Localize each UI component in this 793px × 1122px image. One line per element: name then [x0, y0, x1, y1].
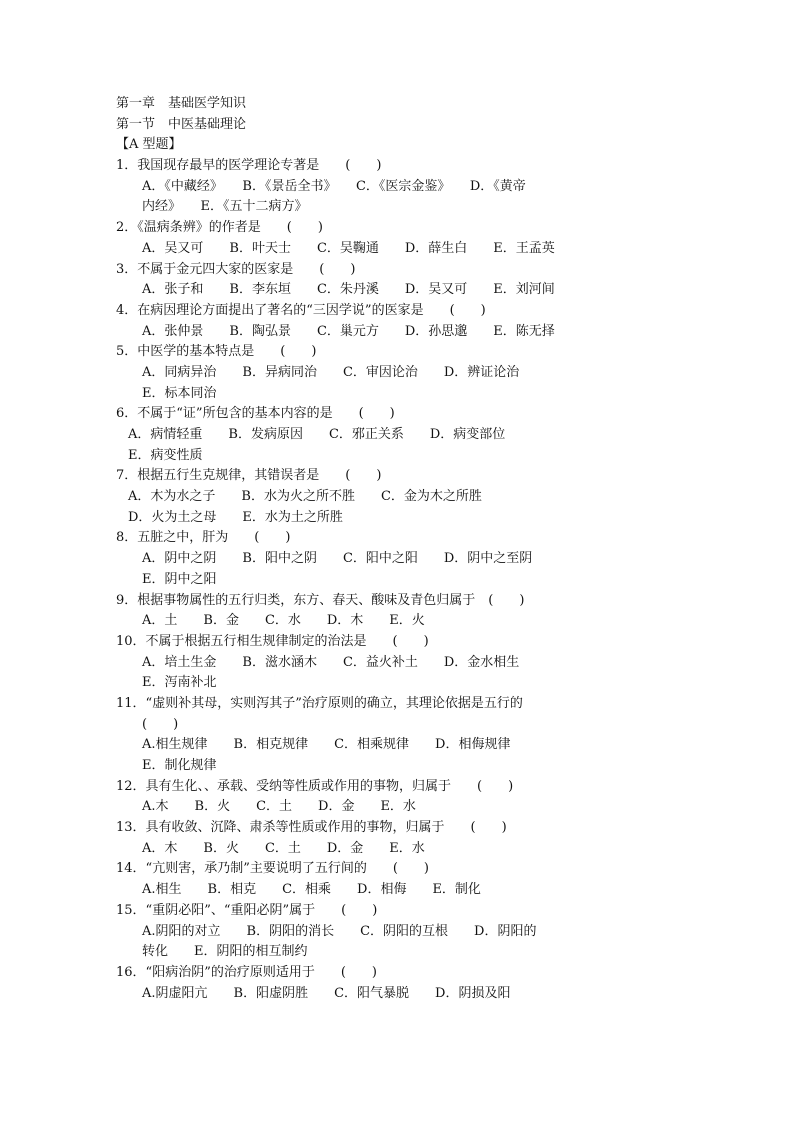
answer-options-line: A．阴中之阴 B．阳中之阴 C．阳中之阳 D．阴中之至阴	[142, 551, 533, 567]
question-item	[116, 466, 586, 528]
answer-options-line: A.阴虚阳亢 B．阳虚阴胜 C．阳气暴脱 D．阴损及阳	[142, 985, 511, 1001]
question-item	[116, 342, 586, 404]
answer-options-line: A．同病异治 B．异病同治 C．审因论治 D．辨证论治	[142, 364, 520, 380]
answer-options-line: A．《中藏经》 B．《景岳全书》 C．《医宗金鉴》 D．《黄帝	[142, 178, 526, 194]
answer-options-line: A．木为水之子 B．水为火之所不胜 C．金为木之所胜	[128, 489, 482, 505]
answer-options-line: A.木 B．火 C．土 D．金 E．水	[142, 799, 416, 815]
document-content	[116, 94, 586, 1004]
answer-options-line: A．木 B．火 C．土 D．金 E．水	[142, 840, 425, 856]
question-list	[116, 156, 586, 1004]
question-item	[116, 218, 586, 259]
chapter-heading: 第一章 基础医学知识	[116, 96, 247, 111]
question-stem: 1．我国现存最早的医学理论专著是 ( )	[116, 158, 382, 174]
question-stem: 13．具有收敛、沉降、肃杀等性质或作用的事物，归属于 ( )	[116, 820, 507, 836]
answer-options-line: 转化 E．阴阳的相互制约	[142, 944, 308, 960]
section-heading: 第一节 中医基础理论	[116, 116, 247, 132]
question-item	[116, 694, 586, 777]
question-item	[116, 901, 586, 963]
answer-options-line: E．病变性质	[128, 447, 203, 463]
question-stem: 10．不属于根据五行相生规律制定的治法是 ( )	[116, 633, 429, 649]
answer-options-line: A．张子和 B．李东垣 C．朱丹溪 D．吴又可 E．刘河间	[142, 282, 555, 298]
question-stem: 3．不属于金元四大家的医家是 ( )	[116, 261, 356, 277]
question-stem: 14．“亢则害，承乃制”主要说明了五行间的 ( )	[116, 861, 429, 877]
answer-options-line: E．泻南补北	[142, 675, 217, 691]
answer-options-line: D．火为土之母 E．水为土之所胜	[128, 509, 343, 525]
question-stem: 5．中医学的基本特点是 ( )	[116, 344, 317, 360]
question-item	[116, 818, 586, 859]
answer-options-line: A.阴阳的对立 B．阴阳的消长 C．阴阳的互根 D．阴阳的	[142, 923, 537, 939]
question-item	[116, 301, 586, 342]
question-stem: 16．“阳病治阴”的治疗原则适用于 ( )	[116, 964, 377, 980]
question-stem: 4．在病因理论方面提出了著名的“三因学说”的医家是 ( )	[116, 302, 486, 318]
answer-options-line: A.相生 B．相克 C．相乘 D．相侮 E．制化	[142, 882, 481, 898]
question-stem: 6．不属于“证”所包含的基本内容的是 ( )	[116, 406, 395, 422]
question-item	[116, 404, 586, 466]
answer-options-line: E．制化规律	[142, 758, 217, 773]
question-stem: 15．“重阴必阳”、“重阳必阴”属于 ( )	[116, 902, 378, 918]
question-item	[116, 963, 586, 1004]
question-item	[116, 528, 586, 590]
answer-options-line: A．病情轻重 B．发病原因 C．邪正关系 D．病变部位	[128, 427, 506, 442]
answer-options-line: A．吴又可 B．叶天士 C．吴鞠通 D．薛生白 E．王孟英	[142, 240, 555, 256]
answer-options-line: 内经》 E．《五十二病方》	[142, 199, 308, 215]
answer-options-line: A．培土生金 B．滋水涵木 C．益火补土 D．金水相生	[142, 654, 520, 670]
question-item	[116, 591, 586, 632]
question-stem: 9．根据事物属性的五行归类，东方、春天、酸味及青色归属于 ( )	[116, 592, 525, 608]
question-type-label: 【A 型题】	[116, 137, 182, 153]
answer-options-line: A.相生规律 B．相克规律 C．相乘规律 D．相侮规律	[142, 737, 511, 753]
question-item	[116, 632, 586, 694]
question-item	[116, 859, 586, 900]
answer-options-line: A．土 B．金 C．水 D．木 E．火	[142, 613, 425, 629]
answer-options-line: E．阴中之阳	[142, 571, 217, 587]
question-stem: 12．具有生化、、承载、受纳等性质或作用的事物，归属于 ( )	[116, 778, 514, 794]
answer-options-line: A．张仲景 B．陶弘景 C．巢元方 D．孙思邈 E．陈无择	[142, 323, 555, 339]
question-item	[116, 777, 586, 818]
question-item	[116, 260, 586, 301]
answer-options-line: E．标本同治	[142, 385, 217, 401]
question-stem: 11．“虚则补其母，实则泻其子”治疗原则的确立，其理论依据是五行的	[116, 695, 523, 711]
question-stem: 8．五脏之中，肝为 ( )	[116, 530, 291, 546]
answer-options-line: ( )	[142, 716, 179, 732]
question-item	[116, 156, 586, 218]
question-stem: 2．《温病条辨》的作者是 ( )	[116, 220, 323, 236]
question-stem: 7．根据五行生克规律，其错误者是 ( )	[116, 468, 382, 484]
